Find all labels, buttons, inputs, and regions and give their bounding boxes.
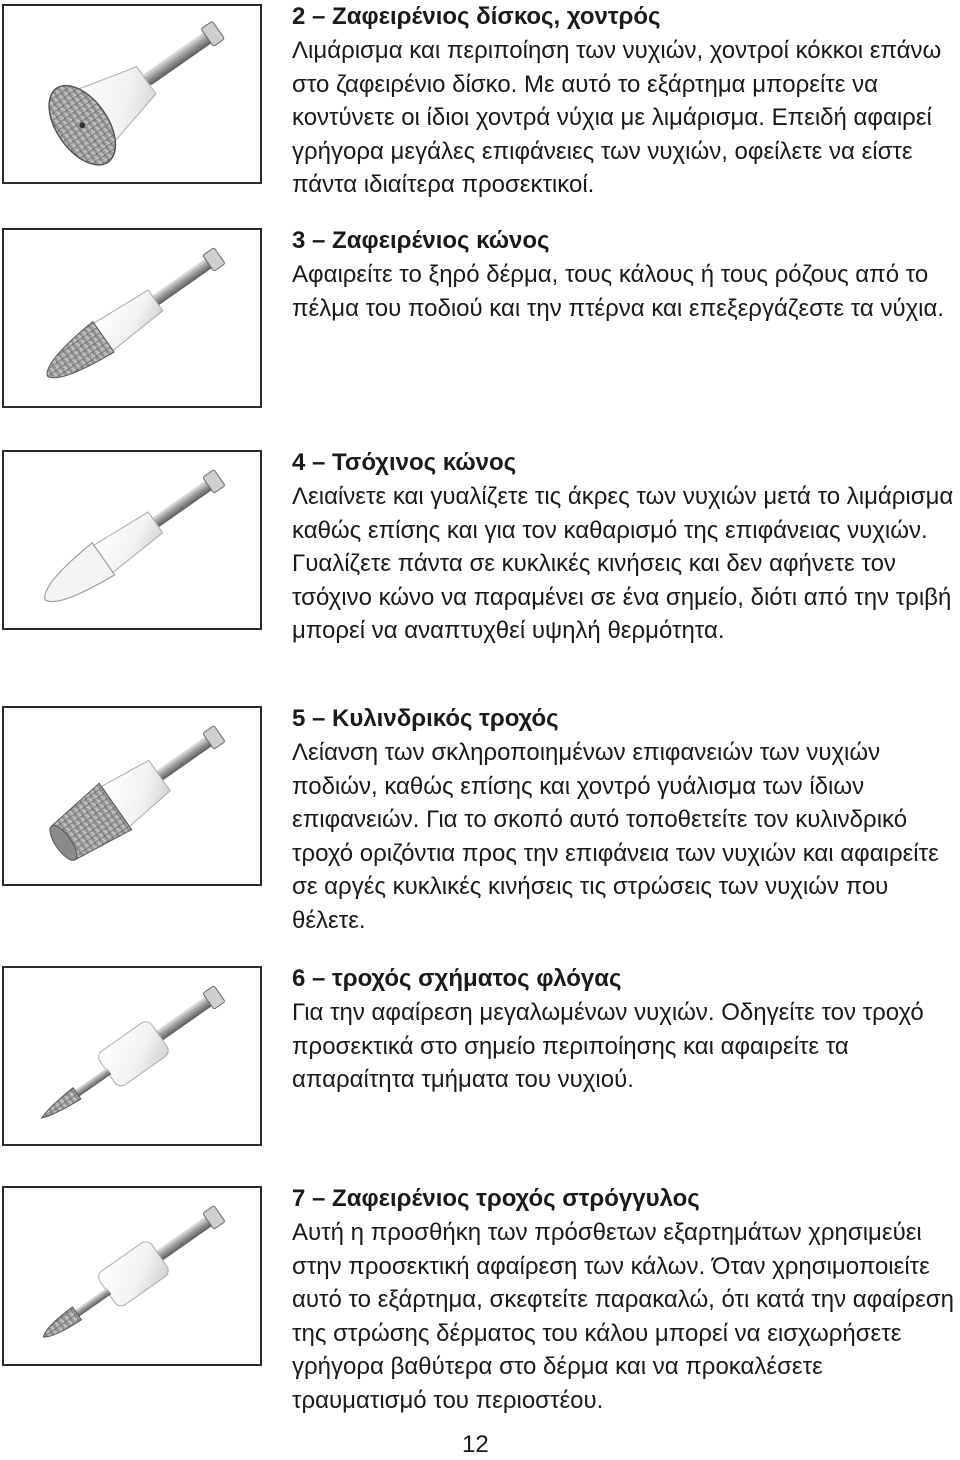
section-body: Για την αφαίρεση μεγαλωμένων νυχιών. Οδηγείτε τον τροχό προσεκτικά στο σημείο περιποίησης και αφαιρείτε τα απαραίτητα τμήματα του νυχιού.	[292, 999, 924, 1093]
flame-wheel-attachment-image	[4, 968, 260, 1144]
section-body: Αυτή η προσθήκη των πρόσθετων εξαρτημάτων χρησιμεύει στην προσεκτική αφαίρεση των κάλων. Όταν χρησιμοποιείτε αυτό το εξάρτημα, σκεφτείτε παρακαλώ, ότι κατά την αφαίρεση της στρώσης δέρματος του κάλου μπορεί να εισχωρήσετε γρήγορα βαθύτερα στο δέρμα και να προκαλέσετε τραυματισμό του περιοστέου.	[292, 1219, 954, 1414]
attachment-image-frame	[2, 228, 262, 408]
attachment-image-frame	[2, 450, 262, 630]
attachment-image-frame	[2, 966, 262, 1146]
round-sapphire-wheel-attachment-image	[4, 1188, 260, 1364]
sapphire-cone-attachment-image	[4, 230, 260, 406]
section-title: 2 – Ζαφειρένιος δίσκος, χοντρός	[292, 3, 661, 30]
page-number: 12	[462, 1431, 489, 1458]
section-title: 4 – Τσόχινος κώνος	[292, 449, 517, 476]
attachment-image-frame	[2, 1186, 262, 1366]
section-body: Λειαίνετε και γυαλίζετε τις άκρες των νυχιών μετά το λιμάρισμα καθώς επίσης και για τον καθαρισμό της επιφάνειας νυχιών. Γυαλίζετε πάντα σε κυκλικές κινήσεις και δεν αφήνετε τον τσόχινο κώνο να παραμένει σε ένα σημείο, διότι από την τριβή μπορεί να αναπτυχθεί υψηλή θερμότητα.	[292, 483, 954, 644]
section-body: Λιμάρισμα και περιποίηση των νυχιών, χοντροί κόκκοι επάνω στο ζαφειρένιο δίσκο. Με αυτό το εξάρτημα μπορείτε να κοντύνετε οι ίδιοι χοντρά νύχια με λιμάρισμα. Επειδή αφαιρεί γρήγορα μεγάλες επιφάνειες των νυχιών, οφείλετε να είστε πάντα ιδιαίτερα προσεκτικοί.	[292, 37, 942, 198]
attachment-image-frame	[2, 4, 262, 184]
section-body: Λείανση των σκληροποιημένων επιφανειών των νυχιών ποδιών, καθώς επίσης και χοντρό γυάλισμα των ίδιων επιφανειών. Για το σκοπό αυτό τοποθετείτε τον κυλινδρικό τροχό οριζόντια προς την επιφάνεια των νυχιών και αφαιρείτε σε αργές κυκλικές κινήσεις τις στρώσεις των νυχιών που θέλετε.	[292, 739, 939, 934]
cylindrical-wheel-attachment-image	[4, 708, 260, 884]
section-title: 5 – Κυλινδρικός τροχός	[292, 705, 559, 732]
section-title: 7 – Ζαφειρένιος τροχός στρόγγυλος	[292, 1185, 700, 1212]
section-body: Αφαιρείτε το ξηρό δέρμα, τους κάλους ή τους ρόζους από το πέλμα του ποδιού και την πτέρνα και επεξεργάζεστε τα νύχια.	[292, 261, 945, 322]
section-title: 3 – Ζαφειρένιος κώνος	[292, 227, 550, 254]
section-title: 6 – τροχός σχήματος φλόγας	[292, 965, 622, 992]
sapphire-disc-attachment-image	[4, 6, 260, 182]
attachment-image-frame	[2, 706, 262, 886]
felt-cone-attachment-image	[4, 452, 260, 628]
